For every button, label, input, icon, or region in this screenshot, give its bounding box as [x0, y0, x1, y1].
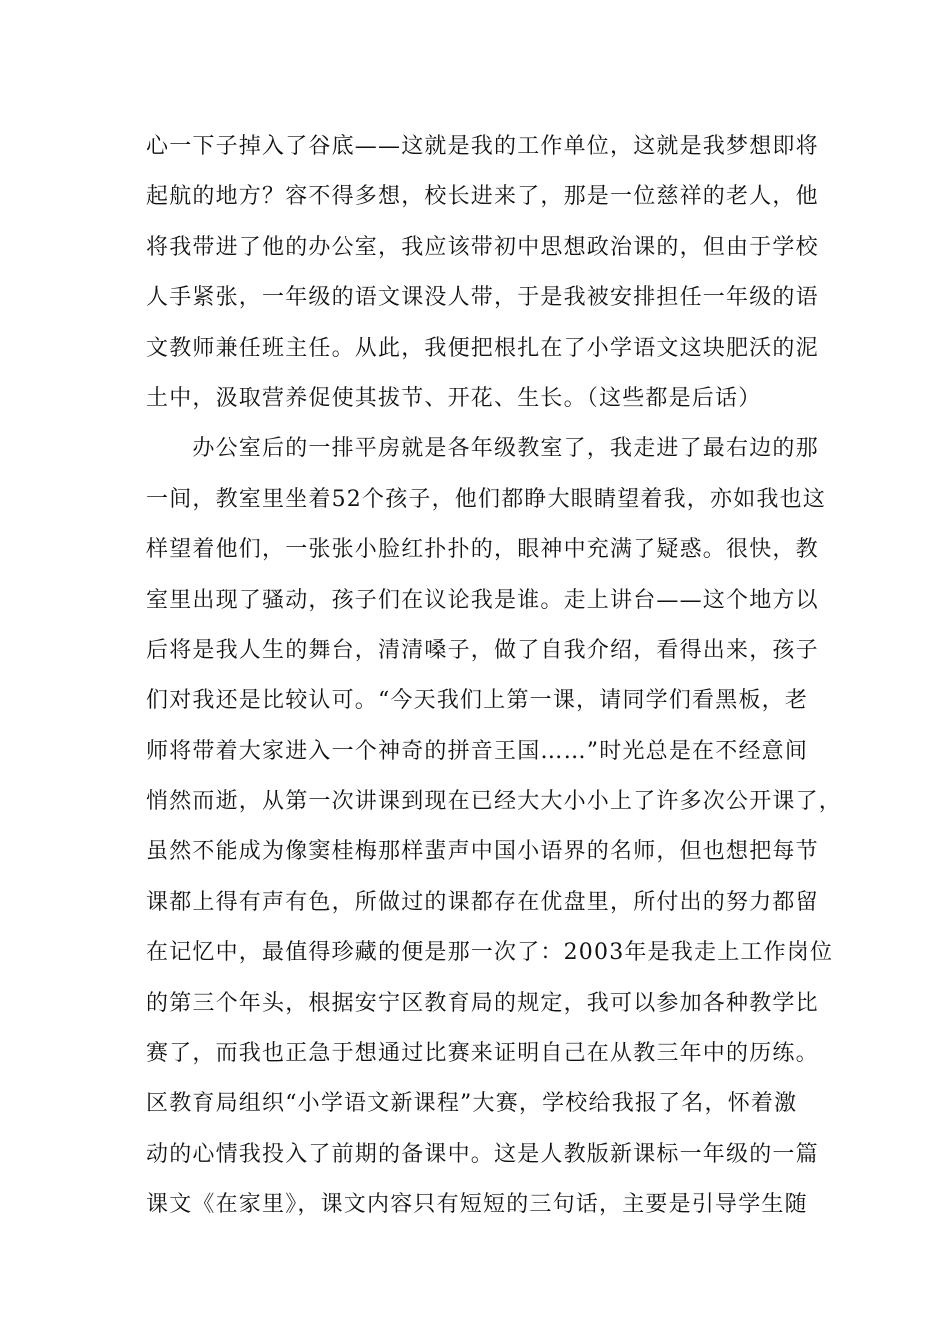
body-text	[146, 122, 843, 1231]
text-line: 们对我还是比较认可。“今天我们上第一课，请同学们看黑板，老	[146, 688, 809, 714]
text-line: 赛了，而我也正急于想通过比赛来证明自己在从教三年中的历练。	[146, 1041, 819, 1067]
text-line: 课文《在家里》，课文内容只有短短的三句话，主要是引导学生随	[146, 1192, 808, 1218]
text-line: 在记忆中，最值得珍藏的便是那一次了：2003年是我走上工作岗位	[146, 940, 834, 966]
text-line: 后将是我人生的舞台，清清嗓子，做了自我介绍，看得出来，孩子	[146, 637, 819, 663]
text-line: 文教师兼任班主任。从此，我便把根扎在了小学语文这块肥沃的泥	[146, 335, 819, 361]
text-line: 虽然不能成为像窦桂梅那样蜚声中国小语界的名师，但也想把每节	[146, 839, 819, 865]
text-line: 师将带着大家进入一个神奇的拼音王国……”时光总是在不经意间	[146, 738, 809, 764]
text-line: 动的心情我投入了前期的备课中。这是人教版新课标一年级的一篇	[146, 1141, 819, 1167]
text-line: 悄然而逝，从第一次讲课到现在已经大大小小上了许多次公开课了，	[146, 789, 843, 815]
text-line: 办公室后的一排平房就是各年级教室了，我走进了最右边的那	[146, 436, 819, 462]
text-line: 的第三个年头，根据安宁区教育局的规定，我可以参加各种教学比	[146, 990, 819, 1016]
text-line: 课都上得有声有色，所做过的课都存在优盘里，所付出的努力都留	[146, 889, 819, 915]
text-line: 起航的地方？容不得多想，校长进来了，那是一位慈祥的老人，他	[146, 184, 819, 210]
text-line: 区教育局组织“小学语文新课程”大赛，学校给我报了名，怀着激	[146, 1091, 798, 1117]
text-line: 样望着他们，一张张小脸红扑扑的，眼神中充满了疑惑。很快，教	[146, 537, 819, 563]
text-line: 土中，汲取营养促使其拔节、开花、生长。（这些都是后话）	[146, 385, 762, 411]
text-line: 将我带进了他的办公室，我应该带初中思想政治课的，但由于学校	[146, 234, 819, 260]
text-line: 心一下子掉入了谷底——这就是我的工作单位，这就是我梦想即将	[146, 134, 819, 159]
text-line: 室里出现了骚动，孩子们在议论我是谁。走上讲台——这个地方以	[146, 587, 819, 613]
text-line: 人手紧张，一年级的语文课没人带，于是我被安排担任一年级的语	[146, 285, 819, 311]
text-line: 一间，教室里坐着52个孩子，他们都睁大眼睛望着我，亦如我也这	[146, 486, 826, 512]
